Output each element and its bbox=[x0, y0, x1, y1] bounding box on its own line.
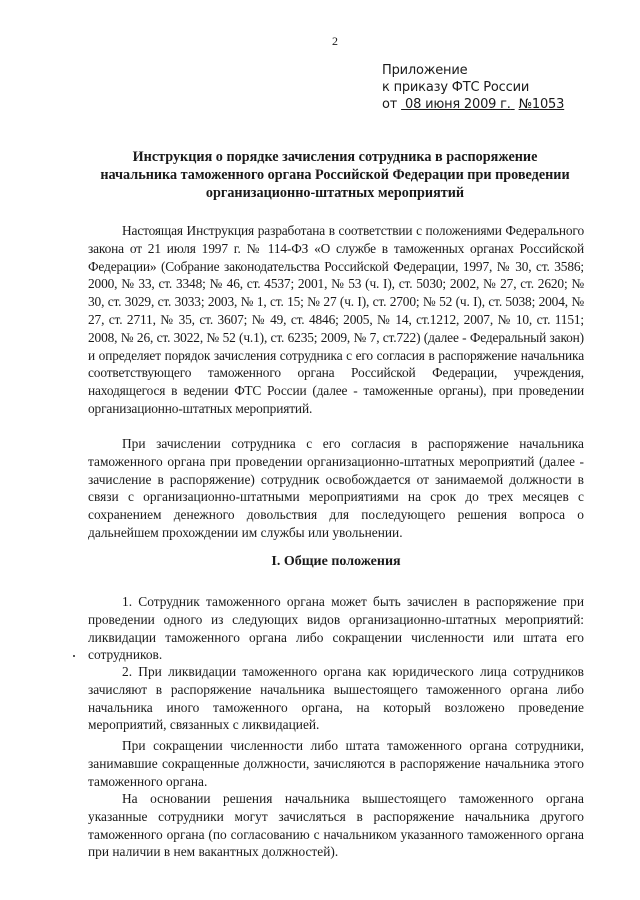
intro-paragraph-1-block bbox=[88, 222, 584, 418]
document-title bbox=[92, 148, 578, 202]
section-paragraph-4-block bbox=[88, 790, 584, 861]
appendix-label: Приложение bbox=[382, 63, 468, 78]
section-paragraph-1: 1. Сотрудник таможенного органа может быть зачислен в распоряжение при проведении одного из следующих видов организационно-штатных мероприятий: ликвидации таможенного органа либо сокращении численности или штата его сотрудников. bbox=[88, 594, 584, 663]
intro-paragraph-1: Настоящая Инструкция разработана в соответствии с положениями Федерального закона от 21 июля 1997 г. № 114-ФЗ «О службе в таможенных органах Российской Федерации» (Собрание законодательства Российской Федерации, 1997, № 30, ст. 3586; 2000, № 33, ст. 3348; № 46, ст. 4537; 2001, № 53 (ч. I), ст. 5030; 2002, № 27, ст. 2620; № 30, ст. 3029, ст. 3033; 2003, № 1, ст. 15; № 27 (ч. I), ст. 2700; № 52 (ч. I), ст. 5038; 2004, № 27, ст. 2711, № 35, ст. 3607; № 49, ст. 4846; 2005, № 14, ст.1212, 2007, № 10, ст. 1151; 2008, № 26, ст. 3022, № 52 (ч.1), ст. 6235; 2009, № 7, ст.722) (далее - Федеральный закон) и определяет порядок зачисления сотрудника с его согласия в распоряжение начальника соответствующего таможенного органа Российской Федерации, учреждения, находящегося в ведении ФТС России (далее - таможенные органы), при проведении организационно-штатных мероприятий. bbox=[88, 223, 584, 416]
scan-speck bbox=[73, 655, 75, 657]
appendix-date-prefix: от bbox=[382, 97, 398, 112]
section-paragraph-2-block bbox=[88, 663, 584, 734]
intro-paragraph-2: При зачислении сотрудника с его согласия в распоряжение начальника таможенного органа при проведении организационно-штатных мероприятий (далее - зачисление в распоряжение) сотрудник освобождается от занимаемой должности в связи с организационно-штатными мероприятиями на срок до трех месяцев с сохранением денежного довольствия для последующего решения вопроса о дальнейшем прохождении им службы или увольнении. bbox=[88, 436, 584, 540]
title-line-2: начальника таможенного органа Российской Федерации при проведении bbox=[100, 167, 570, 183]
appendix-date-value: 08 июня 2009 г. bbox=[405, 97, 511, 112]
intro-paragraph-2-block bbox=[88, 435, 584, 542]
appendix-order-number: №1053 bbox=[518, 97, 565, 112]
section-paragraph-1-block bbox=[88, 593, 584, 664]
section-paragraph-4: На основании решения начальника вышестоящего таможенного органа указанные сотрудники могут зачисляться в распоряжение начальника другого таможенного органа (по согласованию с начальником указанного таможенного органа при наличии в нем вакантных должностей). bbox=[88, 791, 584, 860]
appendix-date-line bbox=[382, 96, 564, 113]
page-number: 2 bbox=[332, 34, 338, 48]
title-line-3: организационно-штатных мероприятий bbox=[205, 185, 465, 201]
appendix-date bbox=[401, 96, 515, 113]
title-line-1: Инструкция о порядке зачисления сотрудника в распоряжение bbox=[132, 149, 538, 165]
appendix-order-ref: к приказу ФТС России bbox=[382, 80, 530, 95]
section-paragraph-2: 2. При ликвидации таможенного органа как юридического лица сотрудников зачисляют в распоряжение начальника вышестоящего таможенного органа либо начальника иного таможенного органа, на который возложено проведение мероприятий, связанных с ликвидацией. bbox=[88, 664, 584, 733]
section-paragraph-3: При сокращении численности либо штата таможенного органа сотрудники, занимавшие сокращенные должности, зачисляются в распоряжение начальника этого таможенного органа. bbox=[88, 738, 584, 789]
section-paragraph-3-block bbox=[88, 737, 584, 790]
section-heading: I. Общие положения bbox=[271, 554, 401, 569]
appendix-block bbox=[382, 62, 564, 113]
